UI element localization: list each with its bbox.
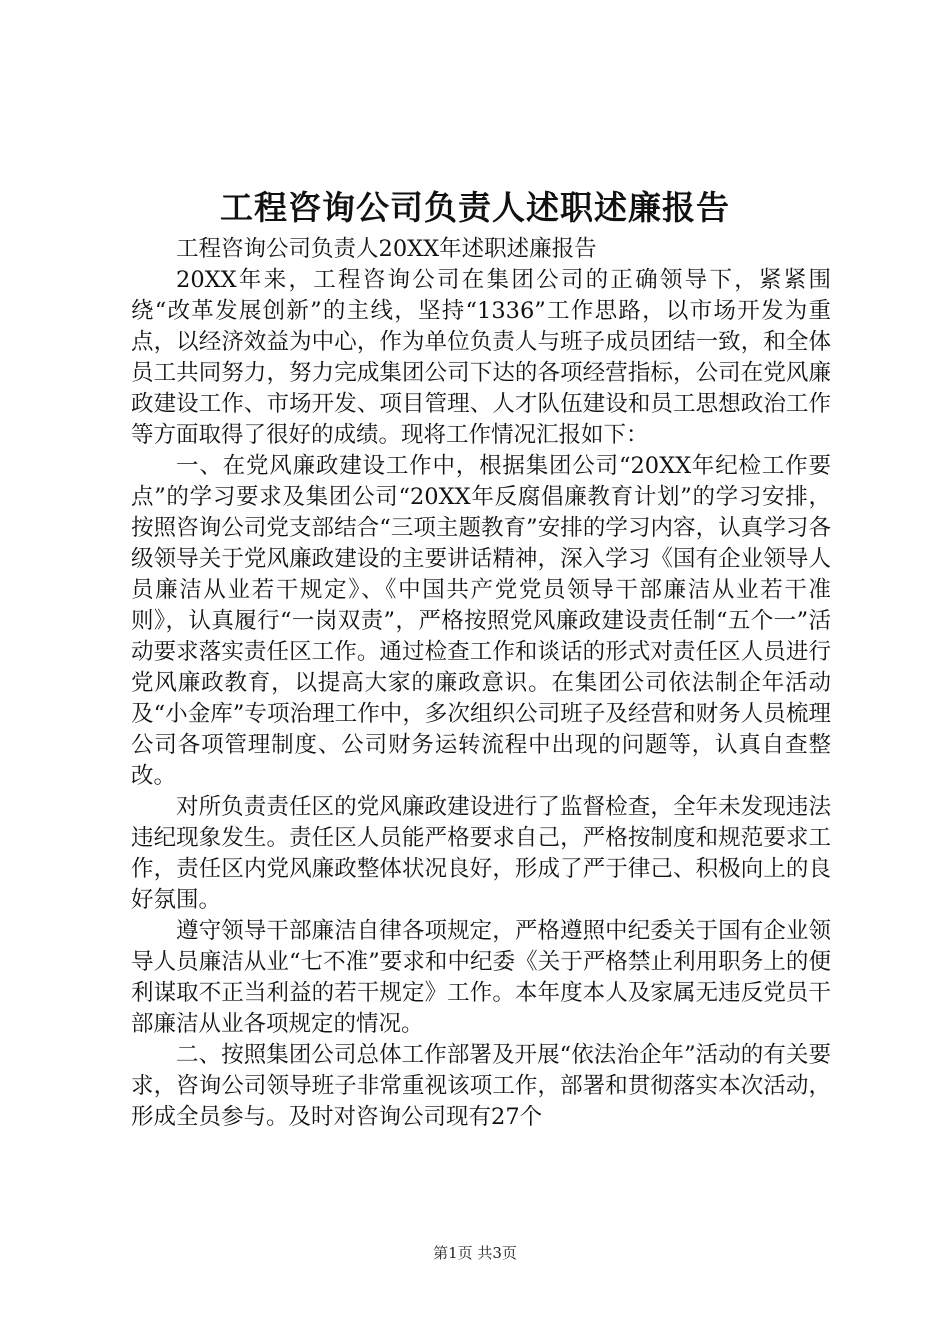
document-title: 工程咨询公司负责人述职述廉报告	[220, 188, 730, 227]
document-body	[131, 234, 831, 1133]
paragraph-intro: 20XX年来，工程咨询公司在集团公司的正确领导下，紧紧围绕“改革发展创新”的主线，坚持“1336”工作思路，以市场开发为重点，以经济效益为中心，作为单位负责人与班子成员团结一致，和全体员工共同努力，努力完成集团公司下达的各项经营指标，公司在党风廉政建设工作、市场开发、项目管理、人才队伍建设和员工思想政治工作等方面取得了很好的成绩。现将工作情况汇报如下：	[131, 267, 831, 448]
paragraph-section-two: 二、按照集团公司总体工作部署及开展“依法治企年”活动的有关要求，咨询公司领导班子非常重视该项工作，部署和贯彻落实本次活动，形成全员参与。及时对咨询公司现有27个	[131, 1042, 831, 1130]
page-number-footer: 第1页 共3页	[433, 1244, 517, 1262]
paragraph-self-discipline: 遵守领导干部廉洁自律各项规定，严格遵照中纪委关于国有企业领导人员廉洁从业“七不准”要求和中纪委《关于严格禁止利用职务上的便利谋取不正当利益的若干规定》工作。本年度本人及家属无违反党员干部廉洁从业各项规定的情况。	[131, 918, 831, 1037]
paragraph-supervision: 对所负责责任区的党风廉政建设进行了监督检查，全年未发现违法违纪现象发生。责任区人员能严格要求自己，严格按制度和规范要求工作，责任区内党风廉政整体状况良好，形成了严于律己、积极向上的良好氛围。	[131, 794, 831, 913]
paragraph-section-one: 一、在党风廉政建设工作中，根据集团公司“20XX年纪检工作要点”的学习要求及集团公司“20XX年反腐倡廉教育计划”的学习安排，按照咨询公司党支部结合“三项主题教育”安排的学习内容，认真学习各级领导关于党风廉政建设的主要讲话精神，深入学习《国有企业领导人员廉洁从业若干规定》、《中国共产党党员领导干部廉洁从业若干准则》，认真履行“一岗双责”，严格按照党风廉政建设责任制“五个一”活动要求落实责任区工作。通过检查工作和谈话的形式对责任区人员进行党风廉政教育，以提高大家的廉政意识。在集团公司依法制企年活动及“小金库”专项治理工作中，多次组织公司班子及经营和财务人员梳理公司各项管理制度、公司财务运转流程中出现的问题等，认真自查整改。	[131, 453, 831, 789]
paragraph-subtitle: 工程咨询公司负责人20XX年述职述廉报告	[176, 236, 597, 262]
